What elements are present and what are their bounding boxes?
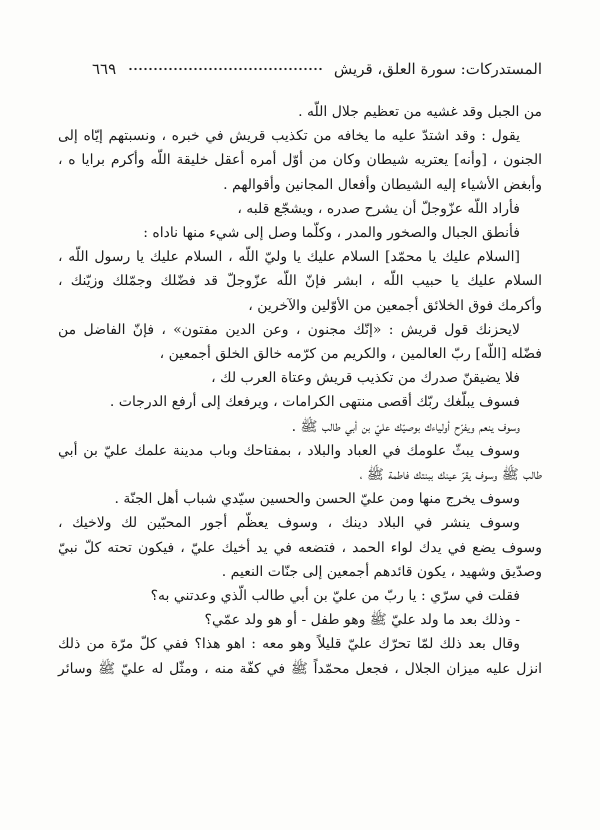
text-line: - وذلك بعد ما ولد عليّ ﷺ وهو طفل - أو هو ولد عمّي؟ [204,612,520,629]
text-line: من الجبل وقد غشيه من تعظيم جلال اللّه . [298,104,542,120]
text-line: فأنطق الجبال والصخور والمدر ، وكلّما وصل إلى شيء منها ناداه : [143,225,520,242]
text-line: وصدّيق وشهيد ، يكون قائدهم أجمعين إلى جنّات النعيم . [221,563,542,580]
text-line: السلام عليك يا حبيب اللّه ، ابشر فإنّ اللّه عزّوجلّ قد فضّلك وجمّلك وزيّنك ، [58,273,542,290]
text-line: فقلت في سرّي : يا ربّ من عليّ بن أبي طالب الّذي وعدتني به؟ [150,588,520,605]
text-line: الجنون ، [وأنه] يعتريه شيطان وكان من أوّل أمره أعقل خليقة اللّه وأكرم برايا ه ، [58,152,542,169]
text-line: طالب ﷺ وسوف يقرّ عينك ببنتك فاطمة ﷺ ، [359,467,542,484]
text-line: [السلام عليك يا محمّد] السلام عليك يا وليّ اللّه ، السلام عليك يا رسول اللّه ، [58,249,520,266]
header-dotted-rule [128,66,324,72]
text-line: لايحزنك قول قريش : «إنّك مجنون ، وعن الدين مفتون» ، فإنّ الفاضل من [58,321,520,338]
text-line: وسوف يخرج منها ومن عليّ الحسن والحسين سيّدي شباب أهل الجنّة . [114,491,520,508]
text-line: وسوف يضع في يدك لواء الحمد ، فتضعه في يد أخيك عليّ ، فيكون تحته كلّ نبيّ [58,539,542,556]
text-line: انزل عليه ميزان الجلال ، فجعل محمّداً ﷺ في كفّة منه ، ومثّل له عليّ ﷺ وسائر [58,660,542,677]
text-line: فلا يضيقنّ صدرك من تكذيب قريش وعتاة العرب لك ، [211,370,520,387]
text-line: وقال بعد ذلك لمّا تحرّك عليّ قليلاً وهو معه : اهو هذا؟ ففي كلّ مرّة من ذلك [58,636,520,653]
page-header [118,58,542,80]
page-number: ٦٦٩ [92,60,117,78]
text-line: يقول : وقد اشتدّ عليه ما يخافه من تكذيب قريش في خبره ، ونسبتهم إيّاه إلى [58,128,520,145]
body-text [58,100,542,681]
text-line: فأراد اللّه عزّوجلّ أن يشرح صدره ، ويشجّع قلبه ، [237,200,520,217]
text-line: وأكرمك فوق الخلائق أجمعين من الأوّلين والآخرين ، [248,297,542,314]
text-line: وسوف ينشر في البلاد دينك ، وسوف يعظّم أجور المحبّين لك ولاخيك ، [58,515,520,532]
text-line: فسوف يبلّغك ربّك أقصى منتهى الكرامات ، ويرفعك إلى أرفع الدرجات . [109,394,520,411]
text-line: فضّله [اللّه] ربّ العالمين ، والكريم من كرّمه خالق الخلق أجمعين ، [159,346,542,363]
text-line: وأبغض الأشياء إليه الشيطان وأفعال المجانين وأقوالهم . [223,176,542,193]
text-line: وسوف يبثّ علومك في العباد والبلاد ، بمفتاحك وباب مدينة علمك عليّ بن أبي [58,442,520,459]
running-title: المستدركات: سورة العلق، قريش [333,60,542,78]
text-line: وسوف ينعم ويفرّح أولياءك بوصيّك عليّ بن أبي طالب ﷺ . [291,418,520,435]
